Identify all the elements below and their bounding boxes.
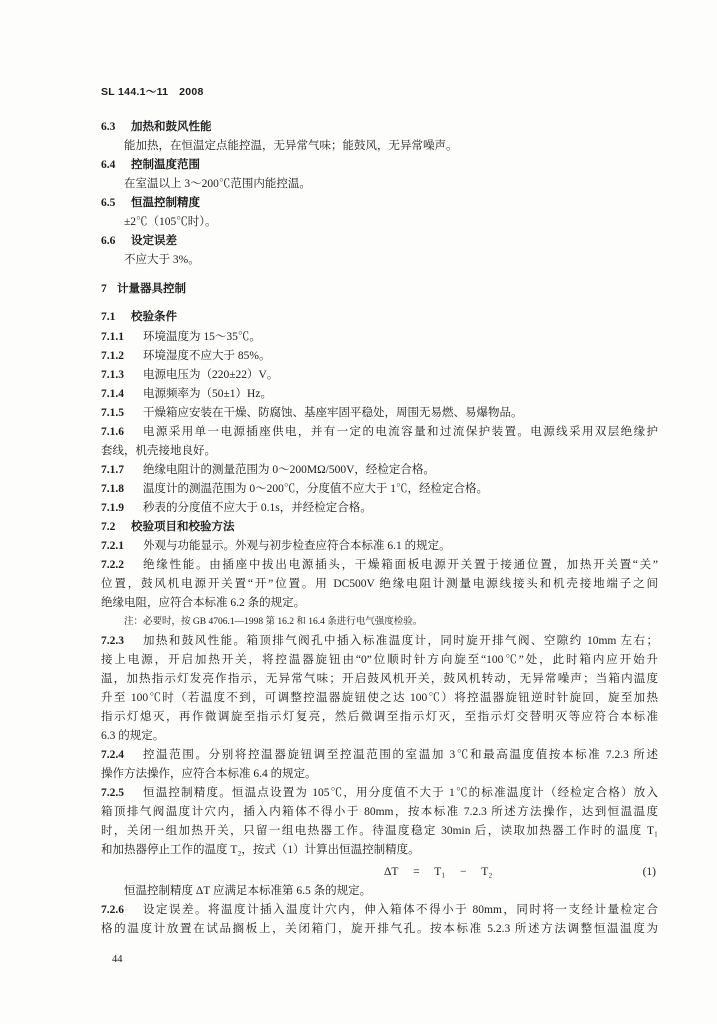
- note-text: 注：必要时，按 GB 4706.1—1998 第 16.2 和 16.4 条进行电气强度检验。: [124, 617, 423, 627]
- chapter-title: 计量器具控制: [117, 283, 186, 295]
- clause-number: 7.2.2: [101, 559, 124, 571]
- clause-text: 加热和鼓风性能。箱顶排气阀孔中插入标准温度计，同时旋开排气阀、空隙约 10mm 左右；: [143, 635, 658, 647]
- section-title: 恒温控制精度: [131, 197, 200, 209]
- clause-7-2-2: [101, 556, 658, 575]
- section-number: 7.2: [101, 521, 116, 533]
- clause-text: 环境温度为 15～35℃。: [143, 331, 261, 343]
- clause-text: 控温范围。分别将控温器旋钮调至控温范围的室温加 3℃和最高温度值按本标准 7.2.3 所述: [143, 749, 658, 761]
- clause-7-1-6: [101, 423, 658, 442]
- formula-number: (1): [642, 866, 656, 878]
- clause-7-2-1: [101, 537, 658, 556]
- clause-text: 电源电压为（220±22）V。: [143, 369, 279, 381]
- section-body: 在室温以上 3～200℃范围内能控温。: [124, 178, 311, 190]
- clause-text: 电源采用单一电源插座供电，并有一定的电流容量和过流保护装置。电源线采用双层绝缘护: [143, 426, 658, 438]
- section-number: 7.1: [101, 311, 116, 323]
- clause-number: 7.2.6: [101, 904, 124, 916]
- clause-text-continued: 操作方法操作，应符合本标准 6.4 的规定。: [101, 768, 317, 780]
- clause-7-1-2: [101, 347, 658, 366]
- section-title: 校验项目和校验方法: [131, 521, 235, 533]
- formula-expression: ΔT = T₁ − T₂: [384, 866, 493, 878]
- clause-text: 环境湿度不应大于 85%。: [143, 350, 271, 362]
- clause-text: 恒温控制精度。恒温点设置为 105℃，用分度值不大于 1℃的标准温度计（经检定合格）放入: [143, 787, 658, 799]
- page-content: [101, 83, 658, 939]
- section-number: 6.3: [101, 121, 116, 133]
- clause-7-2-4: [101, 746, 658, 765]
- section-body: 不应大于 3%。: [124, 254, 200, 266]
- clause-text-continued: 时，关闭一组加热开关，只留一组电热器工作。待温度稳定 30min 后，读取加热器工作时的温度 T₁: [101, 825, 658, 837]
- clause-7-1-8: [101, 480, 658, 499]
- clause-text-continued: 位置，鼓风机电源开关置“开”位置。用 DC500V 绝缘电阻计测量电源线接头和机壳接地端子之间: [101, 578, 658, 590]
- clause-7-2-6: [101, 901, 658, 920]
- clause-text: 温度计的测温范围为 0～200℃，分度值不应大于 1℃，经检定合格。: [143, 483, 488, 495]
- chapter-number: 7: [101, 283, 107, 295]
- section-heading: [101, 156, 658, 175]
- formula-row: [101, 863, 658, 882]
- section-number: 6.5: [101, 197, 116, 209]
- clause-text: 绝缘性能。由插座中拔出电源插头，干燥箱面板电源开关置于接通位置，加热开关置“关”: [143, 559, 658, 571]
- section-body: 能加热，在恒温定点能控温，无异常气味；能鼓风，无异常噪声。: [124, 140, 458, 152]
- clause-text: 绝缘电阻计的测量范围为 0～200MΩ/500V，经检定合格。: [143, 464, 435, 476]
- clause-7-1-7: [101, 461, 658, 480]
- clause-number: 7.1.7: [101, 464, 124, 476]
- clause-number: 7.2.4: [101, 749, 124, 761]
- clause-text-continued: 绝缘电阻，应符合本标准 6.2 条的规定。: [101, 597, 306, 609]
- section-title: 校验条件: [131, 311, 177, 323]
- clause-7-1-3: [101, 366, 658, 385]
- clause-number: 7.2.3: [101, 635, 124, 647]
- clause-number: 7.1.8: [101, 483, 124, 495]
- clause-number: 7.1.1: [101, 331, 124, 343]
- clause-text-continued: 格的温度计放置在试品搁板上，关闭箱门，旋开排气孔。按本标准 5.2.3 所述方法调整恒温温度为: [101, 923, 658, 935]
- clause-text-continued: 6.3 的规定。: [101, 730, 165, 742]
- clause-number: 7.1.6: [101, 426, 124, 438]
- clause-number: 7.1.2: [101, 350, 124, 362]
- clause-text-continued: 套线，机壳接地良好。: [101, 445, 216, 457]
- clause-text-continued: 升至 100℃时（若温度不到，可调整控温器旋钮使之达 100℃）将控温器旋钮逆时针旋回，旋至加热: [101, 692, 658, 704]
- clause-text: 干燥箱应安装在干燥、防腐蚀、基座牢固平稳处，周围无易燃、易爆物品。: [143, 407, 523, 419]
- section-number: 6.4: [101, 159, 116, 171]
- clause-text-continued: 和加热器停止工作的温度 T₂，按式（1）计算出恒温控制精度。: [101, 844, 420, 856]
- section-heading: [101, 308, 658, 327]
- clause-text: 秒表的分度值不应大于 0.1s，并经检定合格。: [143, 502, 372, 514]
- clause-number: 7.1.3: [101, 369, 124, 381]
- clause-text: 电源频率为（50±1）Hz。: [143, 388, 272, 400]
- chapter-heading: [101, 280, 658, 299]
- clause-7-2-3: [101, 632, 658, 651]
- clause-number: 7.2.5: [101, 787, 124, 799]
- clause-text-continued: 箱顶排气阀温度计穴内，插入内箱体不得小于 80mm，按本标准 7.2.3 所述方法操作，达到恒温温度: [101, 806, 658, 818]
- section-heading: [101, 232, 658, 251]
- clause-number: 7.1.9: [101, 502, 124, 514]
- clause-number: 7.1.4: [101, 388, 124, 400]
- page-number: 44: [112, 954, 123, 965]
- section-heading: [101, 518, 658, 537]
- clause-7-1-9: [101, 499, 658, 518]
- running-header: SL 144.1～11 2008: [101, 86, 204, 98]
- section-title: 控制温度范围: [131, 159, 200, 171]
- clause-7-1-5: [101, 404, 658, 423]
- section-heading: [101, 194, 658, 213]
- section-title: 设定误差: [131, 235, 177, 247]
- clause-number: 7.2.1: [101, 540, 124, 552]
- clause-text: 设定误差。将温度计插入温度计穴内，伸入箱体不得小于 80mm，同时将一支经计量检定合: [143, 904, 658, 916]
- clause-text: 外观与功能显示。外观与初步检查应符合本标准 6.1 的规定。: [143, 540, 451, 552]
- clause-7-1-1: [101, 328, 658, 347]
- clause-text-continued: 温，加热指示灯发亮作指示，无异常气味；开启鼓风机开关，鼓风机转动，无异常噪声；当箱内温度: [101, 673, 658, 685]
- section-title: 加热和鼓风性能: [131, 121, 212, 133]
- section-body: ±2℃（105℃时）。: [124, 216, 217, 228]
- formula-note: 恒温控制精度 ΔT 应满足本标准第 6.5 条的规定。: [124, 885, 372, 897]
- clause-7-2-5: [101, 784, 658, 803]
- section-heading: [101, 118, 658, 137]
- clause-text-continued: 接上电源，开启加热开关，将控温器旋钮由“0”位顺时针方向旋至“100℃”处，此时箱内应开始升: [101, 654, 658, 666]
- clause-number: 7.1.5: [101, 407, 124, 419]
- section-number: 6.6: [101, 235, 116, 247]
- clause-text-continued: 指示灯熄灭，再作微调旋至指示灯复亮，然后微调至指示灯灭，至指示灯交替明灭等应符合本标准: [101, 711, 658, 723]
- clause-7-1-4: [101, 385, 658, 404]
